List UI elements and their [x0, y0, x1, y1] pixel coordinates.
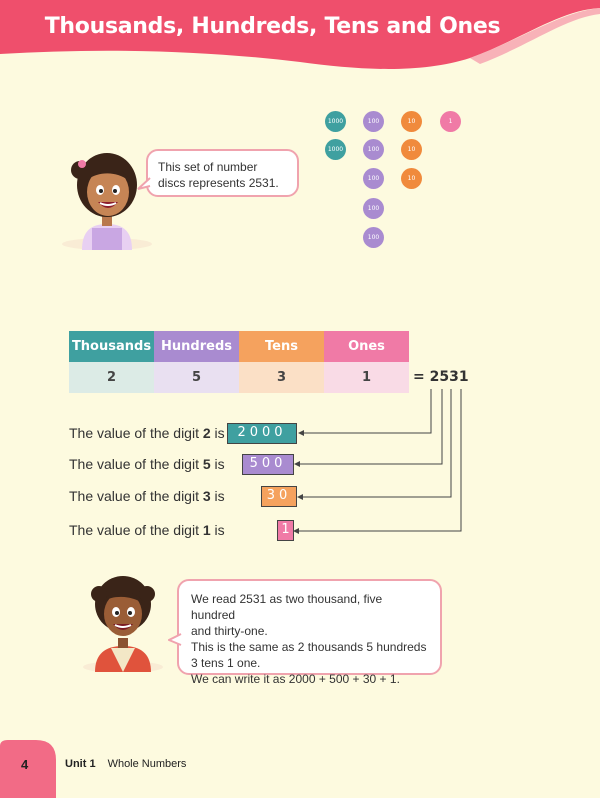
hundred-disc: 100 [363, 227, 384, 248]
hundred-disc: 100 [363, 139, 384, 160]
unit-label: Unit 1 Whole Numbers [65, 758, 187, 770]
girl-speech-text: This set of number discs represents 2531. [158, 160, 279, 190]
hundreds-header: Hundreds [154, 331, 239, 362]
page-title: Thousands, Hundreds, Tens and Ones [44, 14, 501, 39]
ten-disc: 10 [401, 168, 422, 189]
tens-header: Tens [239, 331, 324, 362]
value-1-box: 1 [277, 520, 294, 541]
speech-line: 3 tens 1 one. [191, 656, 261, 670]
hundred-disc: 100 [363, 111, 384, 132]
tens-digit: 3 [239, 362, 324, 393]
ones-header: Ones [324, 331, 409, 362]
thousands-header: Thousands [69, 331, 154, 362]
value-500-box: 500 [242, 454, 294, 475]
one-disc: 1 [440, 111, 461, 132]
speech-line: This is the same as 2 thousands 5 hundreds [191, 640, 427, 654]
digit-value-row: The value of the digit 1 is [69, 522, 225, 538]
page-number: 4 [21, 757, 29, 772]
hundreds-digit: 5 [154, 362, 239, 393]
speech-line: We can write it as 2000 + 500 + 30 + 1. [191, 672, 400, 686]
thousand-disc: 1000 [325, 111, 346, 132]
thousands-digit: 2 [69, 362, 154, 393]
speech-tail-icon [168, 633, 182, 647]
ten-disc: 10 [401, 111, 422, 132]
hundred-disc: 100 [363, 168, 384, 189]
hundred-disc: 100 [363, 198, 384, 219]
thousand-disc: 1000 [325, 139, 346, 160]
ten-disc: 10 [401, 139, 422, 160]
boy-speech-bubble [177, 579, 442, 686]
equals-number: = 2531 [413, 369, 469, 385]
value-30-box: 30 [261, 486, 297, 507]
speech-line: and thirty-one. [191, 624, 268, 638]
digit-value-row: The value of the digit 5 is [69, 456, 225, 472]
page-number-tab [0, 740, 60, 798]
ones-digit: 1 [324, 362, 409, 393]
digit-value-row: The value of the digit 3 is [69, 488, 225, 504]
speech-line: We read 2531 as two thousand, five hundred [191, 592, 383, 622]
digit-value-row: The value of the digit 2 is [69, 425, 225, 441]
value-2000-box: 2000 [227, 423, 297, 444]
boy-illustration [83, 572, 163, 672]
